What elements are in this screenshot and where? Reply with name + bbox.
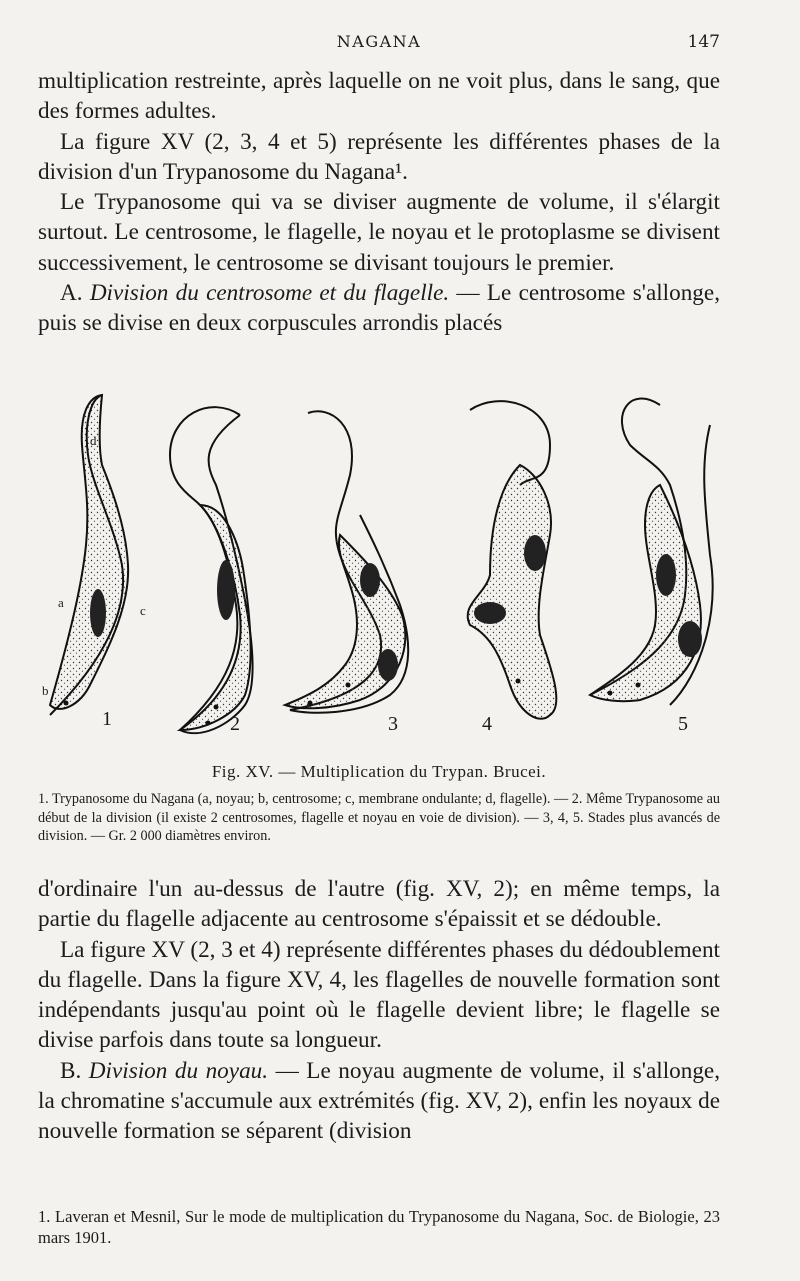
section-a-text: — Le centrosome s'allonge, puis se divise en deux corpuscules arrondis placés (38, 280, 720, 337)
trypanosome-stage-4 (468, 401, 557, 735)
footnote: 1. Laveran et Mesnil, Sur le mode de multiplication du Trypanosome du Nagana, Soc. de Biologie, 23 mars 1901. (38, 1207, 720, 1247)
footnote-divider (38, 1196, 158, 1197)
paragraph: La figure XV (2, 3, 4 et 5) représente les différentes phases de la division d'un Trypanosome du Nagana¹. (38, 128, 720, 185)
section-a-label: A. (60, 280, 83, 307)
body-text-top (38, 66, 720, 339)
trypanosome-illustration (30, 385, 730, 745)
figure-caption-text: 1. Trypanosome du Nagana (a, noyau; b, centrosome; c, membrane ondulante; d, flagelle). — 2. Même Trypanosome au début de la division (il existe 2 centrosomes, flagelle et noyau en voie de division). — 3, 4, 5. Stades plus avancés de division. — Gr. 2 000 diamètres environ. (38, 791, 720, 844)
trypanosome-stage-1 (42, 395, 146, 730)
figure-label-1: 1 (102, 708, 112, 730)
letter-b: b (42, 683, 49, 698)
letter-c: c (140, 603, 146, 618)
figure-label-2: 2 (230, 713, 240, 735)
figure-caption-title: Fig. XV. — Multiplication du Trypan. Brucei. (211, 762, 547, 781)
figure-label-5: 5 (678, 713, 688, 735)
trypanosome-stage-5 (590, 399, 713, 735)
figure-label-4: 4 (482, 713, 492, 735)
section-a-paragraph (38, 278, 720, 339)
figure-label-3: 3 (388, 713, 398, 735)
trypanosome-stage-2 (170, 407, 253, 735)
paragraph: multiplication restreinte, après laquelle on ne voit plus, dans le sang, que des formes adultes. (38, 68, 720, 125)
letter-a: a (58, 595, 64, 610)
paragraph: La figure XV (2, 3 et 4) représente différentes phases du dédoublement du flagelle. Dans la figure XV, 4, les flagelles de nouvelle formation sont indépendants jusqu'au point où le flagelle devient libre; le flagelle se divise parfois dans toute sa longueur. (38, 936, 720, 1054)
section-b-paragraph (38, 1056, 720, 1147)
body-text-bottom (38, 874, 720, 1147)
page-header (38, 32, 720, 58)
trypanosome-stage-3 (285, 411, 408, 735)
running-head: NAGANA (336, 32, 422, 51)
letter-d: d (90, 433, 97, 448)
section-b-label: B. (60, 1057, 82, 1084)
section-b-text: — Le noyau augmente de volume, il s'allonge, la chromatine s'accumule aux extrémités (fig. XV, 2), enfin les noyaux de nouvelle formation se séparent (division (38, 1057, 721, 1145)
figure-trypanosome-division (30, 385, 730, 745)
paragraph: d'ordinaire l'un au-dessus de l'autre (fig. XV, 2); en même temps, la partie du flagelle adjacente au centrosome s'épaissit et se dédouble. (38, 876, 720, 933)
section-a-title: Division du centrosome et du flagelle. (89, 280, 450, 307)
page-number: 147 (687, 32, 720, 52)
paragraph: Le Trypanosome qui va se diviser augmente de volume, il s'élargit surtout. Le centrosome, le flagelle, le noyau et le protoplasme se divisent successivement, le centrosome se divisant toujours le premier. (38, 189, 720, 276)
section-b-title: Division du noyau. (88, 1057, 269, 1084)
